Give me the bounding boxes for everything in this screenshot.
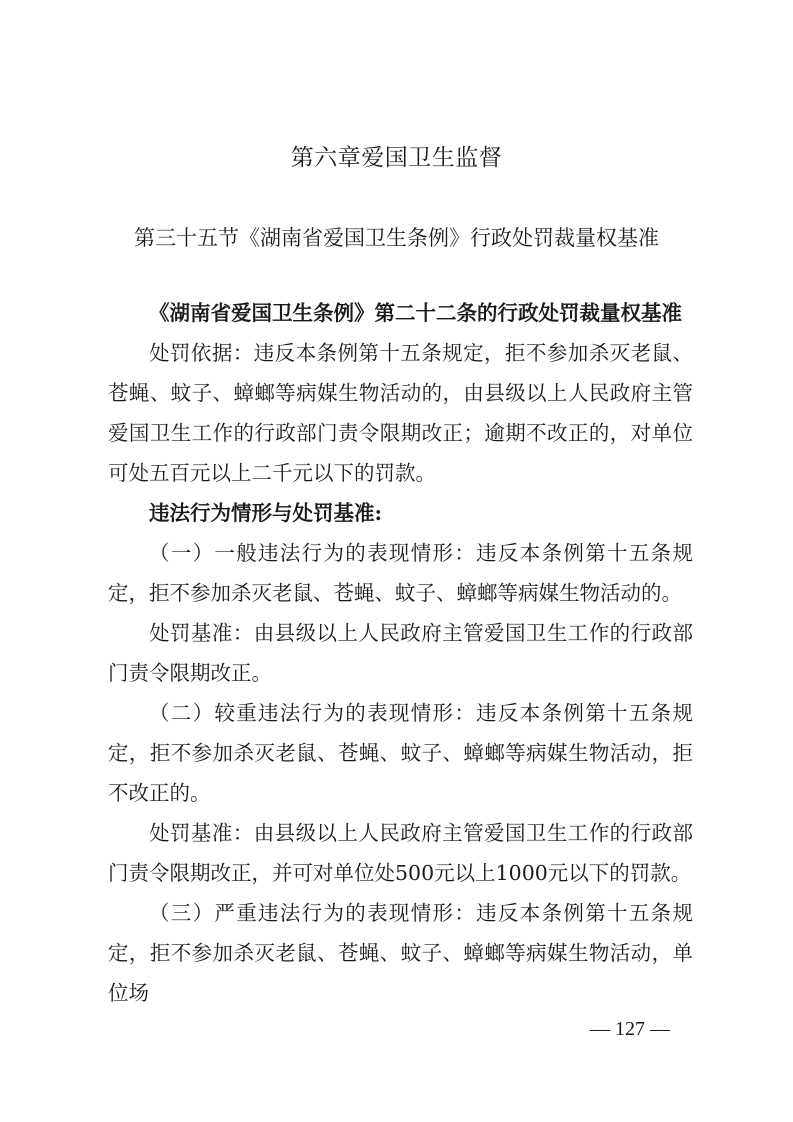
item-2-penalty: 处罚基准：由县级以上人民政府主管爱国卫生工作的行政部门责令限期改正，并可对单位处500元以上1000元以下的罚款。 bbox=[108, 821, 693, 885]
item-2-situation: （二）较重违法行为的表现情形：违反本条例第十五条规定，拒不参加杀灭老鼠、苍蝇、蚊子、蟑螂等病媒生物活动，拒不改正的。 bbox=[108, 701, 693, 805]
item-3-situation: （三）严重违法行为的表现情形：违反本条例第十五条规定，拒不参加杀灭老鼠、苍蝇、蚊子、蟑螂等病媒生物活动，单位场 bbox=[108, 901, 693, 1005]
document-body bbox=[108, 293, 693, 1013]
page-number-text: — 127 — bbox=[590, 1018, 670, 1040]
section-title: 第三十五节《湖南省爱国卫生条例》行政处罚裁量权基准 bbox=[134, 226, 659, 250]
article-title: 《湖南省爱国卫生条例》第二十二条的行政处罚裁量权基准 bbox=[149, 301, 682, 325]
item-1-penalty: 处罚基准：由县级以上人民政府主管爱国卫生工作的行政部门责令限期改正。 bbox=[108, 621, 693, 685]
penalty-basis-paragraph: 处罚依据：违反本条例第十五条规定，拒不参加杀灭老鼠、苍蝇、蚊子、蟑螂等病媒生物活动的，由县级以上人民政府主管爱国卫生工作的行政部门责令限期改正；逾期不改正的，对单位可处五百元以上二千元以下的罚款。 bbox=[108, 341, 693, 485]
item-1-situation: （一）一般违法行为的表现情形：违反本条例第十五条规定，拒不参加杀灭老鼠、苍蝇、蚊子、蟑螂等病媒生物活动的。 bbox=[108, 541, 693, 605]
chapter-title: 第六章爱国卫生监督 bbox=[290, 145, 503, 171]
standards-heading: 违法行为情形与处罚基准: bbox=[149, 501, 383, 525]
